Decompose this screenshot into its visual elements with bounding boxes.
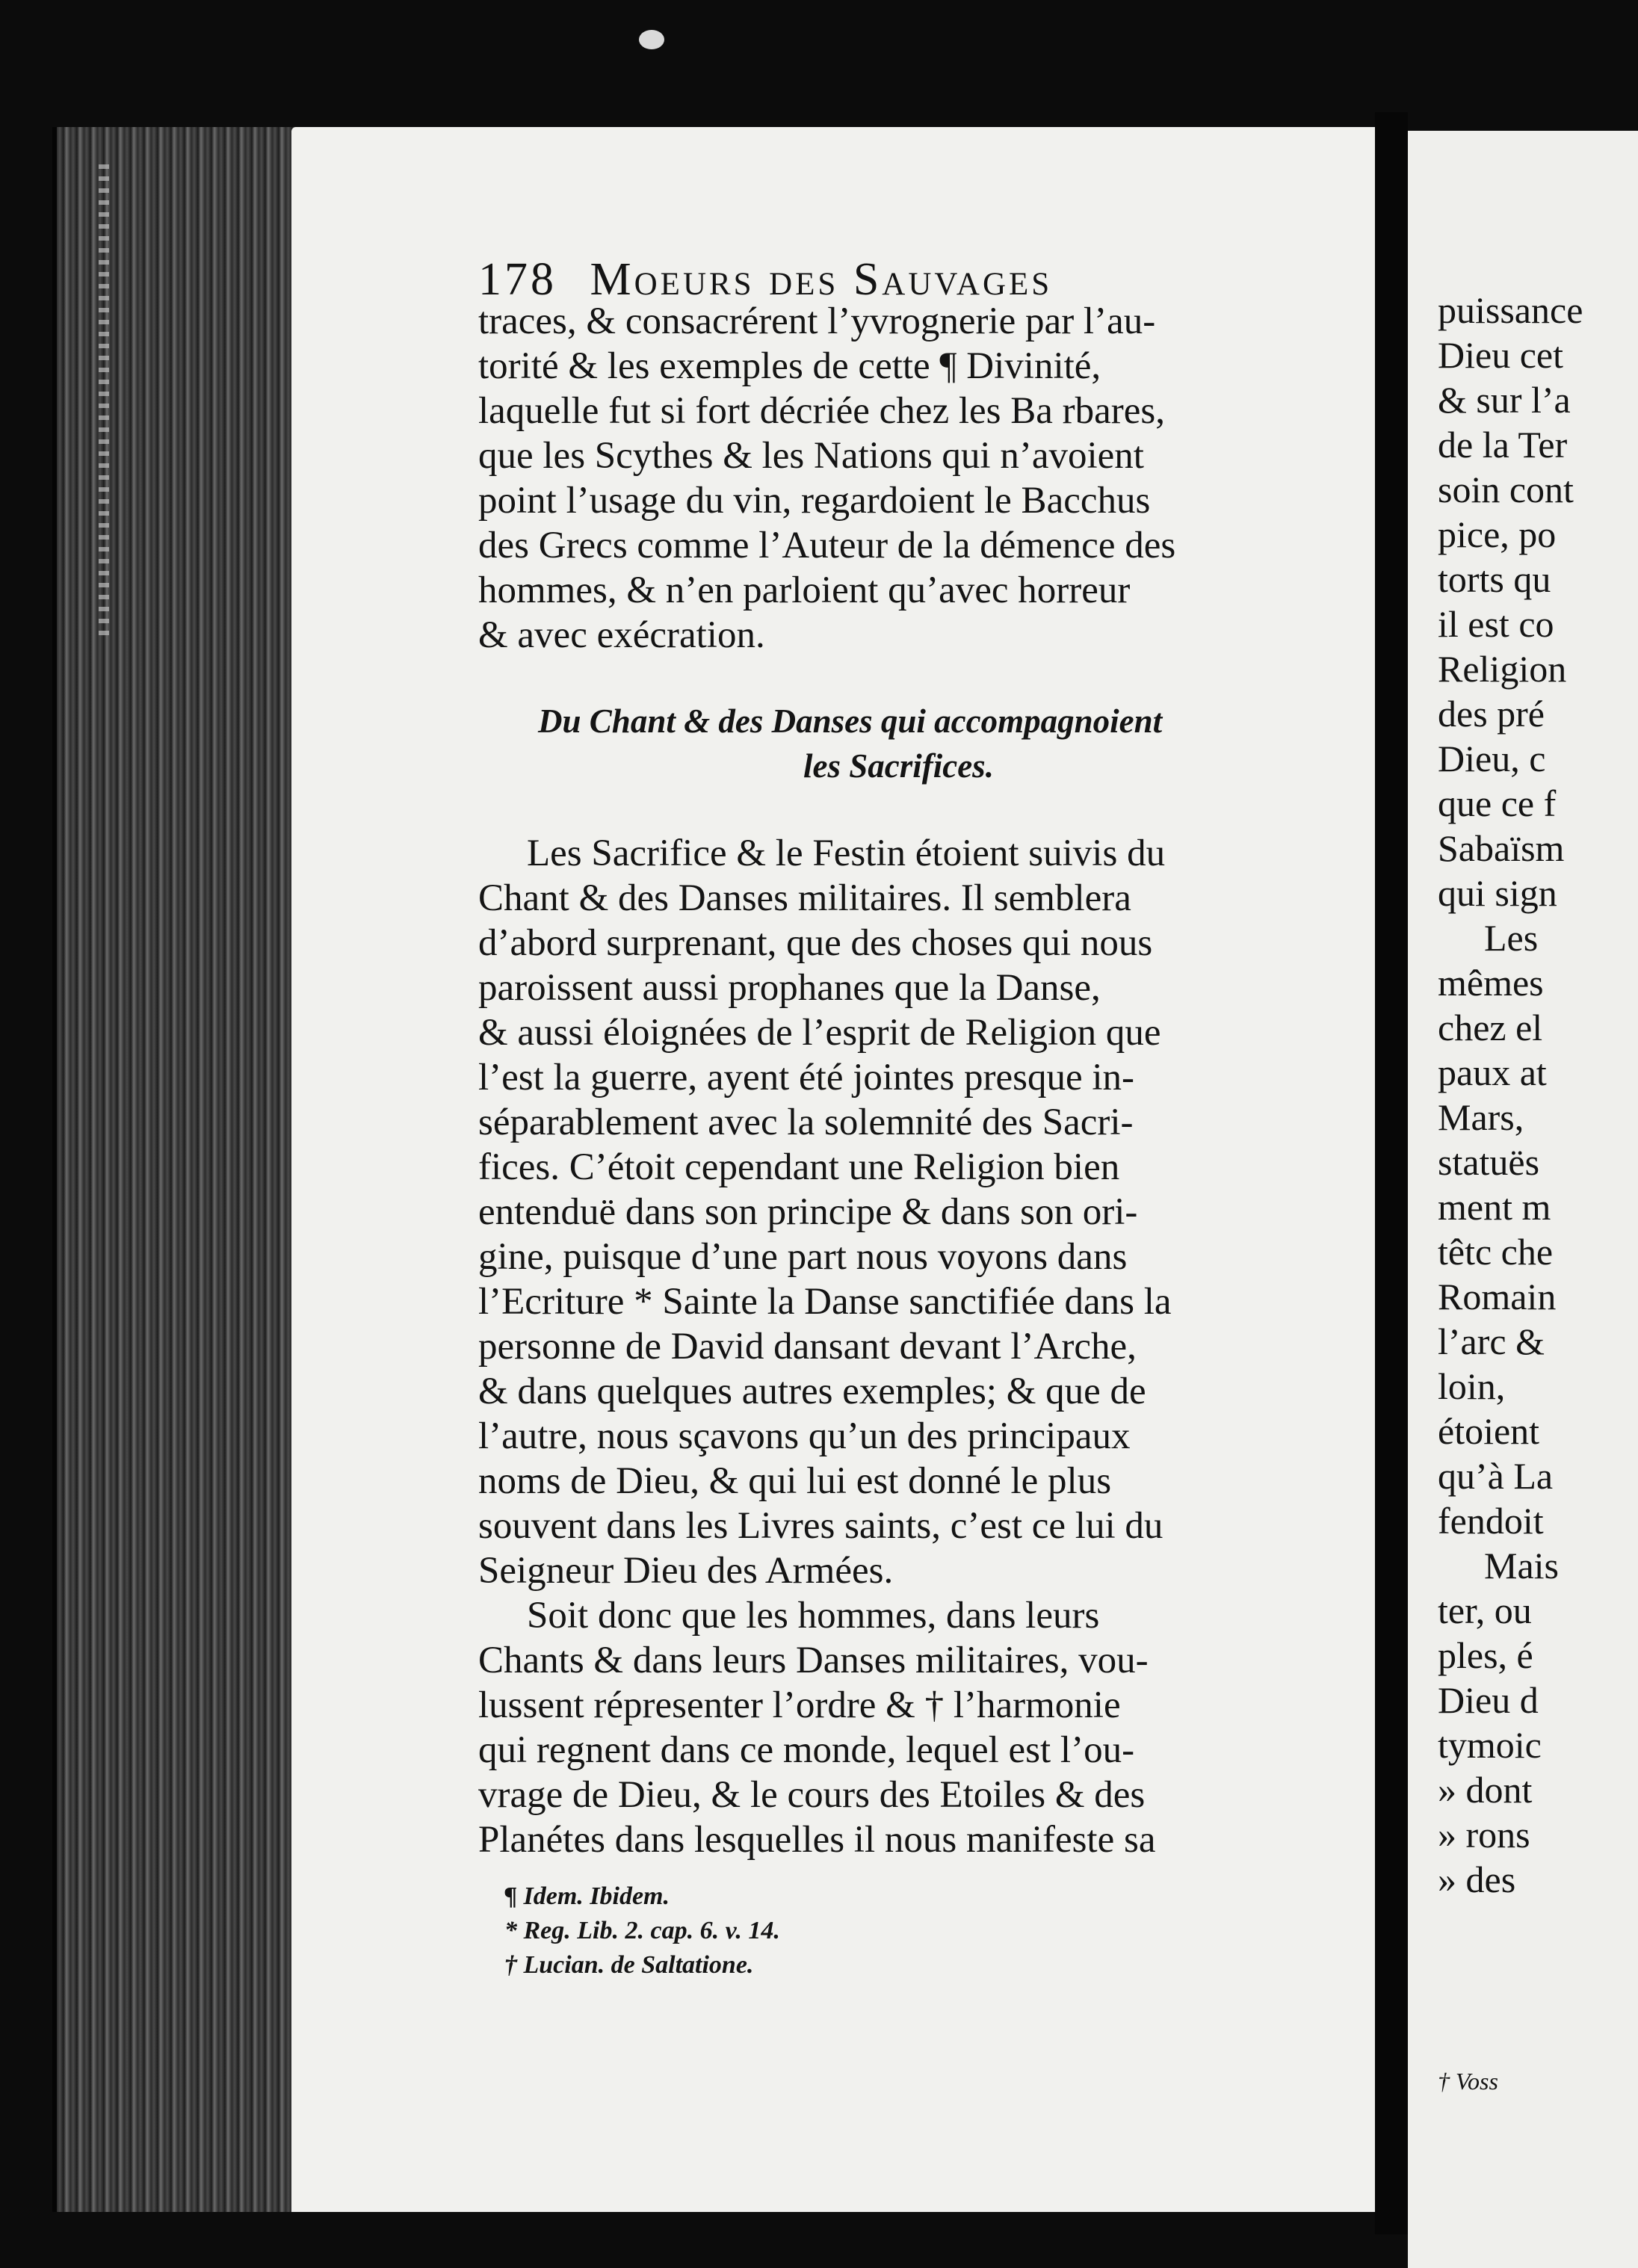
right-line: l’arc &: [1438, 1320, 1545, 1362]
text-line: laquelle fut si fort décriée chez les Ba rbares,: [478, 390, 1165, 432]
text-line: fices. C’étoit cependant une Religion bien: [478, 1146, 1120, 1188]
text-line: Planétes dans lesquelles il nous manifeste sa: [478, 1819, 1156, 1861]
right-line: ter, ou: [1438, 1589, 1532, 1631]
right-line: Dieu, c: [1438, 738, 1546, 779]
right-line: tymoic: [1438, 1724, 1542, 1766]
right-line: Religion: [1438, 648, 1567, 690]
right-line: étoient: [1438, 1410, 1540, 1452]
right-line: ples, é: [1438, 1634, 1533, 1676]
right-line: » rons: [1438, 1814, 1530, 1856]
text-line: souvent dans les Livres saints, c’est ce lui du: [478, 1505, 1163, 1547]
right-line: de la Ter: [1438, 424, 1568, 466]
text-line: torité & les exemples de cette ¶ Divinité,: [478, 345, 1101, 387]
footnote: * Reg. Lib. 2. cap. 6. v. 14.: [504, 1917, 780, 1944]
book-gutter: [1375, 112, 1408, 2234]
right-line: Les: [1484, 917, 1539, 959]
right-line: il est co: [1438, 603, 1554, 645]
text-line: lussent répresenter l’ordre & † l’harmonie: [478, 1684, 1121, 1726]
right-line: statuës: [1438, 1141, 1540, 1183]
text-line: Chants & dans leurs Danses militaires, vou-: [478, 1640, 1149, 1681]
text-line: hommes, & n’en parloient qu’avec horreur: [478, 569, 1131, 611]
right-line: des pré: [1438, 693, 1545, 735]
text-line: des Grecs comme l’Auteur de la démence des: [478, 525, 1176, 566]
footnote: † Lucian. de Saltatione.: [504, 1951, 754, 1979]
section-heading: les Sacrifices.: [803, 747, 994, 785]
right-line: » des: [1438, 1858, 1516, 1900]
text-line: Seigneur Dieu des Armées.: [478, 1550, 894, 1592]
right-line: paux at: [1438, 1051, 1547, 1093]
right-footnote: † Voss: [1438, 2068, 1498, 2095]
text-line: personne de David dansant devant l’Arche,: [478, 1326, 1137, 1368]
text-line: & dans quelques autres exemples; & que de: [478, 1371, 1146, 1412]
scan-spot: [639, 30, 664, 49]
text-line: Chant & des Danses militaires. Il semblera: [478, 877, 1131, 919]
text-line: gine, puisque d’une part nous voyons dans: [478, 1236, 1128, 1278]
right-line: que ce f: [1438, 782, 1557, 824]
right-line: soin cont: [1438, 469, 1574, 510]
page-number: 178: [478, 254, 557, 305]
right-line: puissance: [1438, 289, 1583, 331]
right-line: Mais: [1484, 1545, 1559, 1586]
section-heading: Du Chant & des Danses qui accompagnoient: [538, 702, 1163, 740]
right-line: » dont: [1438, 1769, 1533, 1811]
running-title: Moeurs des Sauvages: [590, 254, 1053, 305]
text-line: Soit donc que les hommes, dans leurs: [527, 1595, 1100, 1637]
right-line: chez el: [1438, 1007, 1543, 1048]
right-line: qu’à La: [1438, 1455, 1554, 1497]
right-line: Dieu cet: [1438, 334, 1563, 376]
right-line: mêmes: [1438, 962, 1544, 1004]
right-page: [1408, 131, 1638, 2268]
text-line: l’autre, nous sçavons qu’un des principaux: [478, 1415, 1131, 1457]
right-line: Romain: [1438, 1276, 1557, 1317]
right-line: fendoit: [1438, 1500, 1544, 1542]
text-line: traces, & consacrérent l’yvrognerie par l’au-: [478, 300, 1156, 342]
text-line: & aussi éloignées de l’esprit de Religion que: [478, 1012, 1161, 1054]
text-line: qui regnent dans ce monde, lequel est l’ou-: [478, 1729, 1135, 1771]
right-line: qui sign: [1438, 872, 1557, 914]
text-line: paroissent aussi prophanes que la Danse,: [478, 967, 1101, 1009]
right-line: Mars,: [1438, 1096, 1524, 1138]
right-line: torts qu: [1438, 558, 1551, 600]
right-line: Dieu d: [1438, 1679, 1539, 1721]
text-line: d’abord surprenant, que des choses qui nous: [478, 922, 1153, 964]
text-line: entenduë dans son principe & dans son ori-: [478, 1191, 1138, 1233]
right-line: pice, po: [1438, 513, 1557, 555]
right-line: loin,: [1438, 1365, 1506, 1407]
text-line: séparablement avec la solemnité des Sacri-: [478, 1101, 1134, 1143]
book-page-edges: [52, 127, 303, 2212]
text-line: vrage de Dieu, & le cours des Etoiles & des: [478, 1774, 1146, 1816]
right-line: ment m: [1438, 1186, 1551, 1228]
text-line: Les Sacrifice & le Festin étoient suivis du: [527, 832, 1166, 874]
text-line: point l’usage du vin, regardoient le Bacchus: [478, 480, 1151, 522]
text-line: l’est la guerre, ayent été jointes presque in-: [478, 1057, 1134, 1099]
spine-decoration: [99, 164, 109, 643]
text-line: & avec exécration.: [478, 614, 765, 656]
footnote: ¶ Idem. Ibidem.: [504, 1882, 670, 1910]
right-line: & sur l’a: [1438, 379, 1571, 421]
text-line: que les Scythes & les Nations qui n’avoient: [478, 435, 1144, 477]
right-line: têtc che: [1438, 1231, 1554, 1273]
text-line: noms de Dieu, & qui lui est donné le plus: [478, 1460, 1112, 1502]
text-line: l’Ecriture * Sainte la Danse sanctifiée dans la: [478, 1281, 1172, 1323]
right-line: Sabaïsm: [1438, 827, 1565, 869]
